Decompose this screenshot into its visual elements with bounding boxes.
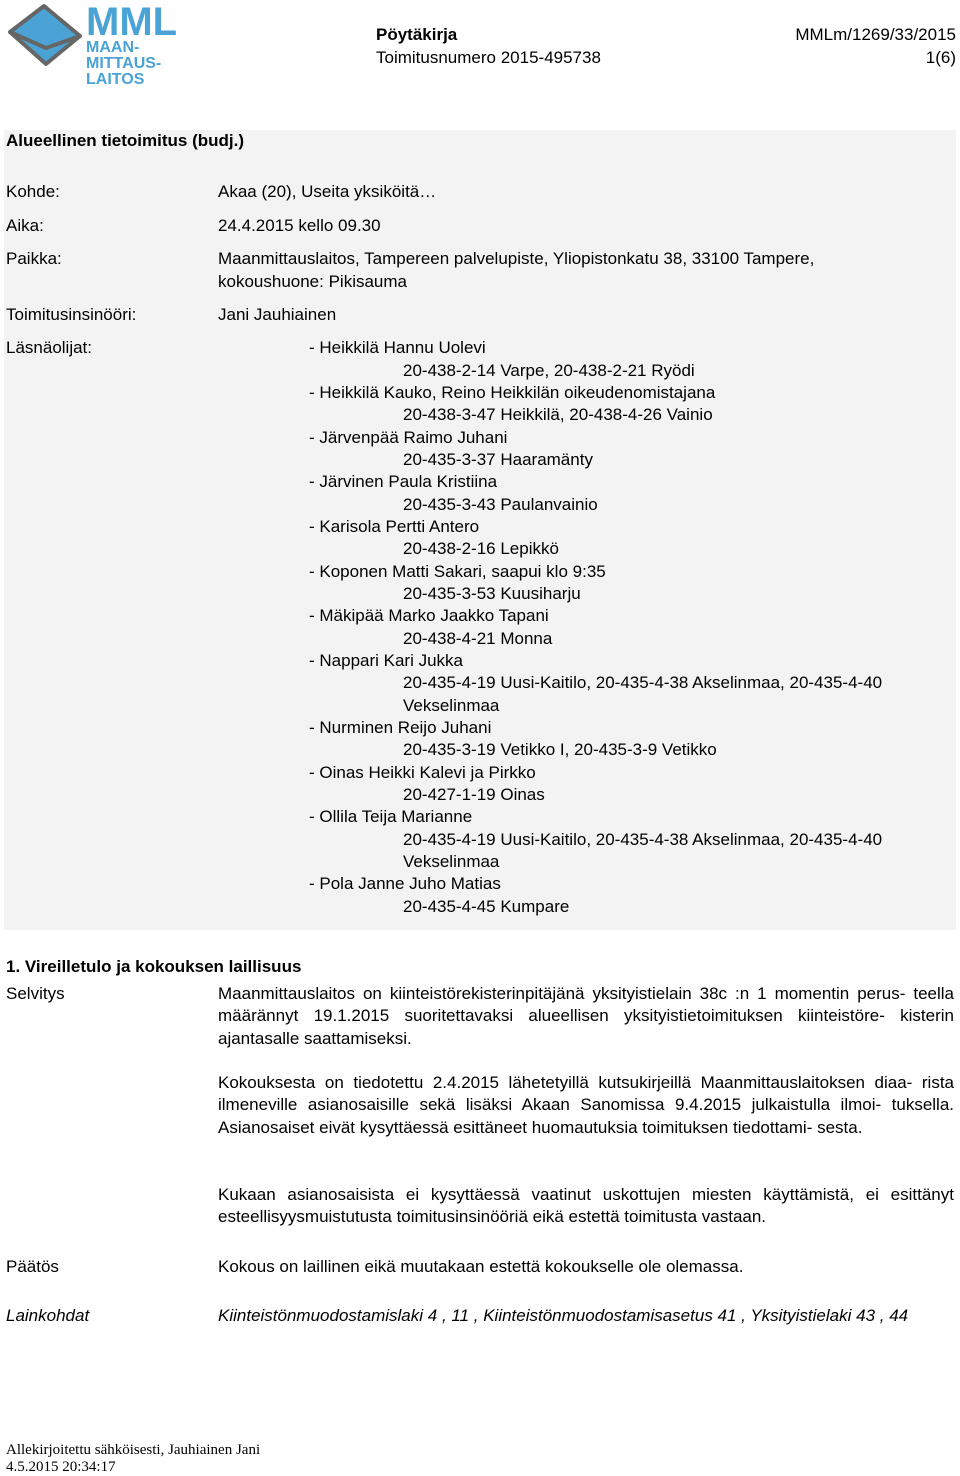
document-reference: Toimitusnumero 2015-495738 <box>376 48 601 67</box>
attendee-name: - Heikkilä Kauko, Reino Heikkilän oikeudenomistajana <box>309 383 716 402</box>
attendee-name: - Nappari Kari Jukka <box>309 651 464 670</box>
selvitys-label: Selvitys <box>6 984 65 1003</box>
mml-logo <box>4 0 178 90</box>
paikka-value-line2: kokoushuone: Pikisauma <box>218 272 408 291</box>
toimitusinsinoori-value: Jani Jauhiainen <box>218 305 337 324</box>
paikka-label: Paikka: <box>6 249 62 268</box>
attendee-name: - Mäkipää Marko Jaakko Tapani <box>309 606 549 625</box>
logo-text-mml: MML <box>86 0 178 44</box>
attendee-property: 20-438-2-14 Varpe, 20-438-2-21 Ryödi <box>403 361 695 380</box>
signature-line: Allekirjoitettu sähköisesti, Jauhiainen Jani <box>6 1442 261 1458</box>
attendee-property: 20-435-4-45 Kumpare <box>403 897 570 916</box>
attendee-name: - Ollila Teija Marianne <box>309 807 473 826</box>
attendee-property: 20-435-3-53 Kuusiharju <box>403 584 581 603</box>
document-id: MMLm/1269/33/2015 <box>795 25 956 44</box>
aika-value: 24.4.2015 kello 09.30 <box>218 216 381 235</box>
logo-text-line2: MAAN- <box>86 39 140 56</box>
attendee-property: 20-435-3-43 Paulanvainio <box>403 495 598 514</box>
kohde-label: Kohde: <box>6 182 60 201</box>
attendee-name: - Järvenpää Raimo Juhani <box>309 428 508 447</box>
lainkohdat-label: Lainkohdat <box>6 1306 90 1325</box>
section-title: 1. Vireilletulo ja kokouksen laillisuus <box>6 957 302 976</box>
envelope-logo-icon <box>4 2 84 90</box>
attendee-name: - Pola Janne Juho Matias <box>309 874 501 893</box>
kohde-value: Akaa (20), Useita yksiköitä… <box>218 182 437 201</box>
attendee-name: - Karisola Pertti Antero <box>309 517 480 536</box>
attendee-name: - Nurminen Reijo Juhani <box>309 718 492 737</box>
attendee-property: 20-438-3-47 Heikkilä, 20-438-4-26 Vainio <box>403 405 713 424</box>
logo-text-line4: LAITOS <box>86 71 145 88</box>
attendee-property: 20-435-3-37 Haaramänty <box>403 450 593 469</box>
attendee-property: Vekselinmaa <box>403 696 500 715</box>
toimitusinsinoori-label: Toimitusinsinööri: <box>6 305 137 324</box>
lasnaolijat-label: Läsnäolijat: <box>6 338 93 357</box>
attendee-name: - Järvinen Paula Kristiina <box>309 472 498 491</box>
selvitys-paragraph-2: Kokouksesta on tiedotettu 2.4.2015 lähetetyillä kutsukirjeillä Maanmittauslaitoksen diaa- rista ilmeneville asianosaisille sekä lisäksi Akaan Sanomissa 9.4.2015 julkaistulla ilmoi- tuksella. Asianosaiset eivät kysyttäessä esittäneet huomautuksia toimituksen tiedottami- sesta. <box>218 1073 954 1137</box>
signature-timestamp: 4.5.2015 20:34:17 <box>6 1459 116 1475</box>
page-number: 1(6) <box>925 48 956 67</box>
attendee-property: 20-435-4-19 Uusi-Kaitilo, 20-435-4-38 Akselinmaa, 20-435-4-40 <box>403 673 883 692</box>
attendee-name: - Oinas Heikki Kalevi ja Pirkko <box>309 763 536 782</box>
paikka-value-line1: Maanmittauslaitos, Tampereen palvelupiste, Yliopistonkatu 38, 33100 Tampere, <box>218 249 815 268</box>
signature-footer <box>6 1442 260 1476</box>
attendee-property: 20-427-1-19 Oinas <box>403 785 545 804</box>
document-type: Pöytäkirja <box>376 25 458 44</box>
attendee-property: 20-435-3-19 Vetikko I, 20-435-3-9 Vetikko <box>403 740 717 759</box>
attendee-property: 20-435-4-19 Uusi-Kaitilo, 20-435-4-38 Akselinmaa, 20-435-4-40 <box>403 830 883 849</box>
aika-label: Aika: <box>6 216 44 235</box>
attendee-name: - Heikkilä Hannu Uolevi <box>309 338 486 357</box>
attendee-property: 20-438-2-16 Lepikkö <box>403 539 559 558</box>
selvitys-paragraph-1: Maanmittauslaitos on kiinteistörekisterinpitäjänä yksityistielain 38c :n 1 momentin perus- teella määrännyt 19.1.2015 suoritettavaksi alueellisen yksityistietoimituksen kiinteistöre- kisterin ajantasalle saattamiseksi. <box>218 984 954 1048</box>
paatos-label: Päätös <box>6 1257 59 1276</box>
selvitys-paragraph-3: Kukaan asianosaisista ei kysyttäessä vaatinut uskottujen miesten käyttämistä, ei esittänyt esteellisyysmuistutusta toimitusinsinööriä eikä estettä toimitusta vastaan. <box>218 1185 954 1227</box>
lainkohdat-text: Kiinteistönmuodostamislaki 4 , 11 , Kiinteistönmuodostamisasetus 41 , Yksityistielaki 43 , 44 <box>218 1306 909 1325</box>
block-title: Alueellinen tietoimitus (budj.) <box>6 131 244 150</box>
paatos-text: Kokous on laillinen eikä muutakaan estettä kokoukselle ole olemassa. <box>218 1257 744 1276</box>
attendee-property: Vekselinmaa <box>403 852 500 871</box>
logo-text-line3: MITTAUS- <box>86 55 162 72</box>
attendee-property: 20-438-4-21 Monna <box>403 629 553 648</box>
attendee-name: - Koponen Matti Sakari, saapui klo 9:35 <box>309 562 606 581</box>
